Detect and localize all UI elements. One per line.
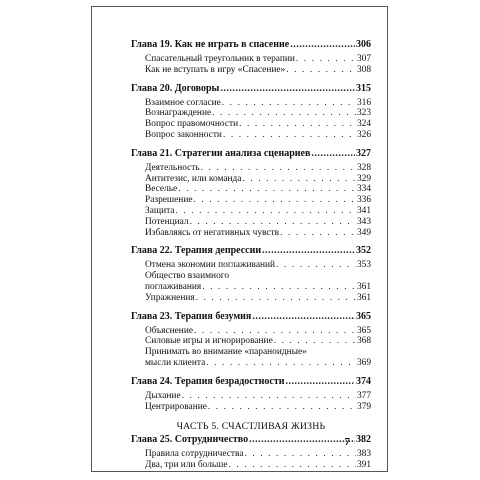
dot-leader <box>280 228 356 239</box>
dot-leader <box>274 336 356 347</box>
dot-leader <box>178 184 356 195</box>
section-entry-title-line1: Общество взаимного <box>145 271 230 282</box>
dot-leader <box>244 449 355 460</box>
dot-leader <box>296 54 356 65</box>
section-entry <box>131 391 371 402</box>
dot-leader <box>194 195 356 206</box>
chapter-entry-page: 315 <box>356 82 371 94</box>
section-entry-title: поглаживания <box>145 281 202 292</box>
dot-leader <box>208 402 356 413</box>
dot-leader <box>196 293 356 304</box>
dot-leader <box>223 130 356 141</box>
dot-leader <box>202 282 356 293</box>
dot-leader <box>249 434 355 446</box>
chapter-entry <box>131 434 371 446</box>
section-entry-page: 383 <box>356 449 371 460</box>
section-entry-title: Защита <box>145 205 175 216</box>
chapter-entry-title: Глава 19. Как не играть в спасение <box>131 39 290 50</box>
section-entry <box>131 460 371 471</box>
dot-leader <box>242 174 355 185</box>
section-entry <box>131 65 371 76</box>
chapter-entry <box>131 311 371 323</box>
section-entry-title: Разрешение <box>145 195 193 206</box>
chapter-entry-title: Глава 25. Сотрудничество <box>131 434 249 446</box>
section-entry <box>131 260 371 271</box>
section-entry-title: Правила сотрудничества <box>145 449 244 460</box>
dot-leader <box>201 163 356 174</box>
section-entry <box>131 228 371 239</box>
dot-leader <box>262 245 355 257</box>
chapter-entry <box>131 39 371 51</box>
chapter-entry-page: 374 <box>356 375 371 387</box>
section-entry-page: 307 <box>356 54 371 64</box>
chapter-entry-page: 352 <box>356 245 371 257</box>
section-entry <box>131 358 371 369</box>
section-entry <box>131 174 371 185</box>
dot-leader <box>276 260 356 271</box>
section-entry-page: 336 <box>356 195 371 206</box>
chapter-entry-title: Глава 22. Терапия депрессии <box>131 245 262 257</box>
section-entry <box>131 98 371 109</box>
section-entry <box>131 184 371 195</box>
section-entry-page: 326 <box>356 129 371 140</box>
dot-leader <box>311 148 355 160</box>
chapter-entry-page: 382 <box>356 434 371 446</box>
section-entry-title: Взаимное согласие <box>145 97 221 108</box>
section-entry-page: 343 <box>356 216 371 227</box>
section-entry-page: 349 <box>356 227 371 238</box>
section-entry <box>131 217 371 228</box>
book-page <box>91 6 388 472</box>
chapter-entry <box>131 83 371 95</box>
section-entry-title: мысли клиента <box>145 357 206 368</box>
section-entry <box>131 54 371 65</box>
dot-leader <box>222 98 356 109</box>
section-entry-title: Отмена экономии поглаживаний <box>145 260 276 271</box>
section-entry-page: 361 <box>356 292 371 303</box>
dot-leader <box>190 217 356 228</box>
chapter-list <box>131 39 371 412</box>
dot-leader <box>290 39 355 51</box>
section-entry-page: 365 <box>356 325 371 336</box>
section-entry-page: 329 <box>356 173 371 184</box>
section-entry-page: 368 <box>356 336 371 347</box>
page-number: 7 <box>344 436 350 448</box>
section-entry-page: 391 <box>356 460 371 471</box>
section-entry-title-line1: Принимать во внимание «параноидные» <box>145 347 307 358</box>
section-entry-page: 323 <box>356 108 371 119</box>
section-entry <box>131 130 371 141</box>
section-entry <box>131 449 371 460</box>
chapter-entry-title: Глава 21. Стратегии анализа сценариев <box>131 147 311 159</box>
dot-leader <box>182 391 356 402</box>
section-entry-title: Вопрос законности <box>145 129 222 140</box>
section-entry-title: Объяснение <box>145 325 194 336</box>
chapter-entry-title: Глава 23. Терапия безумия <box>131 310 252 322</box>
dot-leader <box>286 65 356 76</box>
dot-leader <box>252 311 355 323</box>
chapter-entry-title: Глава 24. Терапия безрадостности <box>131 375 285 387</box>
section-entry-title: Антитезис, или команда <box>145 173 242 184</box>
chapter-entry <box>131 245 371 257</box>
dot-leader <box>206 358 356 369</box>
dot-leader <box>194 326 356 337</box>
section-entry-title: Спасательный треугольник в терапии <box>145 54 295 64</box>
section-entry-page: 353 <box>356 260 371 271</box>
section-entry-page: 324 <box>356 119 371 130</box>
section-entry-page: 361 <box>356 281 371 292</box>
section-entry-page: 328 <box>356 162 371 173</box>
dot-leader <box>239 119 356 130</box>
section-entry <box>131 326 371 337</box>
section-entry-page: 316 <box>356 97 371 108</box>
dot-leader <box>220 83 355 95</box>
section-entry-page: 379 <box>356 401 371 412</box>
section-entry <box>131 336 371 347</box>
section-entry-title: Два, три или больше <box>145 460 228 471</box>
section-entry-page: 308 <box>356 64 371 75</box>
section-entry-page: 334 <box>356 184 371 195</box>
section-entry-title: Вопрос правомочности <box>145 119 239 130</box>
section-entry-title: Как не вступать в игру «Спасение» <box>145 64 286 75</box>
section-entry <box>131 402 371 413</box>
chapter-entry-title: Глава 20. Договоры <box>131 82 220 94</box>
section-entry-title: Упражнения <box>145 292 195 303</box>
section-entry-title: Дыхание <box>145 390 181 401</box>
part-heading: ЧАСТЬ 5. СЧАСТЛИВАЯ ЖИЗНЬ <box>176 421 326 433</box>
section-entry-page: 377 <box>356 390 371 401</box>
section-entry <box>131 163 371 174</box>
section-entry <box>131 195 371 206</box>
part-chapter-list <box>131 434 371 471</box>
section-entry-title: Избавляясь от негативных чувств <box>145 227 280 238</box>
chapter-entry-page: 365 <box>356 310 371 322</box>
dot-leader <box>175 206 355 217</box>
section-entry-page: 369 <box>356 357 371 368</box>
dot-leader <box>286 376 355 388</box>
section-entry-title: Силовые игры и игнорирование <box>145 336 273 347</box>
chapter-entry <box>131 376 371 388</box>
chapter-entry <box>131 148 371 160</box>
chapter-entry-page: 327 <box>356 147 371 159</box>
section-entry <box>131 108 371 119</box>
chapter-entry-page: 306 <box>356 39 371 50</box>
section-entry-title: Центрирование <box>145 401 207 412</box>
section-entry-title: Веселье <box>145 184 178 195</box>
dot-leader <box>229 460 356 471</box>
section-entry <box>131 282 371 293</box>
table-of-contents <box>131 39 371 471</box>
section-entry <box>131 293 371 304</box>
dot-leader <box>212 108 356 119</box>
section-entry-title: Вознаграждение <box>145 108 212 119</box>
section-entry-title: Потенциал <box>145 216 189 227</box>
section-entry <box>131 206 371 217</box>
section-entry <box>131 119 371 130</box>
section-entry-page: 341 <box>356 205 371 216</box>
section-entry-title: Деятельность <box>145 162 200 173</box>
